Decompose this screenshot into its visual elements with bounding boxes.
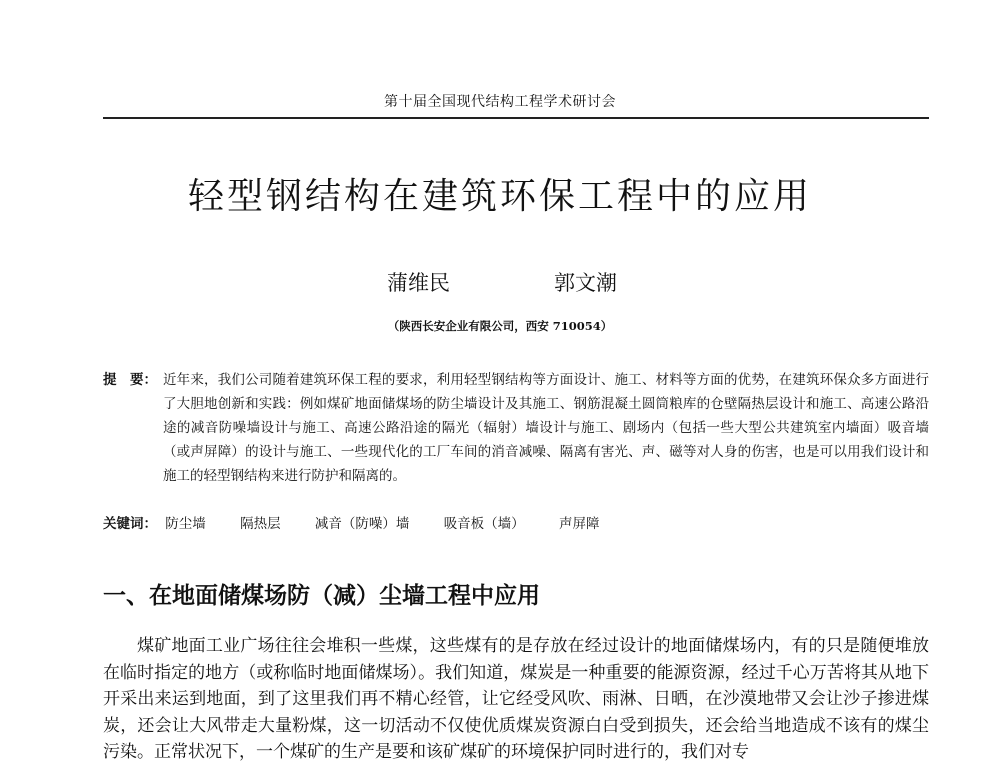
keyword: 防尘墙 [165, 516, 206, 532]
keywords-label: 关键词： [103, 516, 157, 532]
author-name: 郭文潮 [554, 271, 617, 295]
header-rule [103, 117, 929, 119]
running-head: 第十届全国现代结构工程学术研讨会 [384, 94, 616, 110]
author-name: 蒲维民 [387, 271, 450, 295]
body-paragraph: 煤矿地面工业广场往往会堆积一些煤，这些煤有的是存放在经过设计的地面储煤场内，有的只是随便堆放在临时指定的地方（或称临时地面储煤场）。我们知道，煤炭是一种重要的能源资源，经过千心万苦将其从地下开采出来运到地面，到了这里我们再不精心经管，让它经受风吹、雨淋、日晒，在沙漠地带又会让沙子掺进煤炭，还会让大风带走大量粉煤，这一切活动不仅使优质煤炭资源白白受到损失，还会给当地造成不该有的煤尘污染。正常状况下，一个煤矿的生产是要和该矿煤矿的环境保护同时进行的，我们对专 [103, 636, 929, 762]
keyword: 减音（防噪）墙 [314, 516, 410, 532]
affiliation: （陕西长安企业有限公司，西安 710054） [387, 319, 613, 333]
abstract-text: 近年来，我们公司随着建筑环保工程的要求，利用轻型钢结构等方面设计、施工、材料等方面的优势，在建筑环保众多方面进行了大胆地创新和实践：例如煤矿地面储煤场的防尘墙设计及其施工、钢筋混凝土圆筒粮库的仓壁隔热层设计和施工、高速公路沿途的减音防噪墙设计与施工、高速公路沿途的隔光（辐射）墙设计与施工、剧场内（包括一些大型公共建筑室内墙面）吸音墙（或声屏障）的设计与施工、一些现代化的工厂车间的消音减噪、隔离有害光、声、磁等对人身的伤害，也是可以用我们设计和施工的轻型钢结构来进行防护和隔离的。 [163, 372, 929, 484]
section-heading: 一、在地面储煤场防（减）尘墙工程中应用 [103, 583, 540, 609]
abstract [103, 368, 929, 488]
keyword: 吸音板（墙） [443, 516, 525, 532]
keyword: 隔热层 [240, 516, 281, 532]
keyword: 声屏障 [558, 516, 600, 532]
author-list [0, 267, 1000, 297]
abstract-label: 提 要： [103, 372, 157, 388]
keywords [103, 512, 929, 532]
paper-title: 轻型钢结构在建筑环保工程中的应用 [187, 176, 812, 217]
